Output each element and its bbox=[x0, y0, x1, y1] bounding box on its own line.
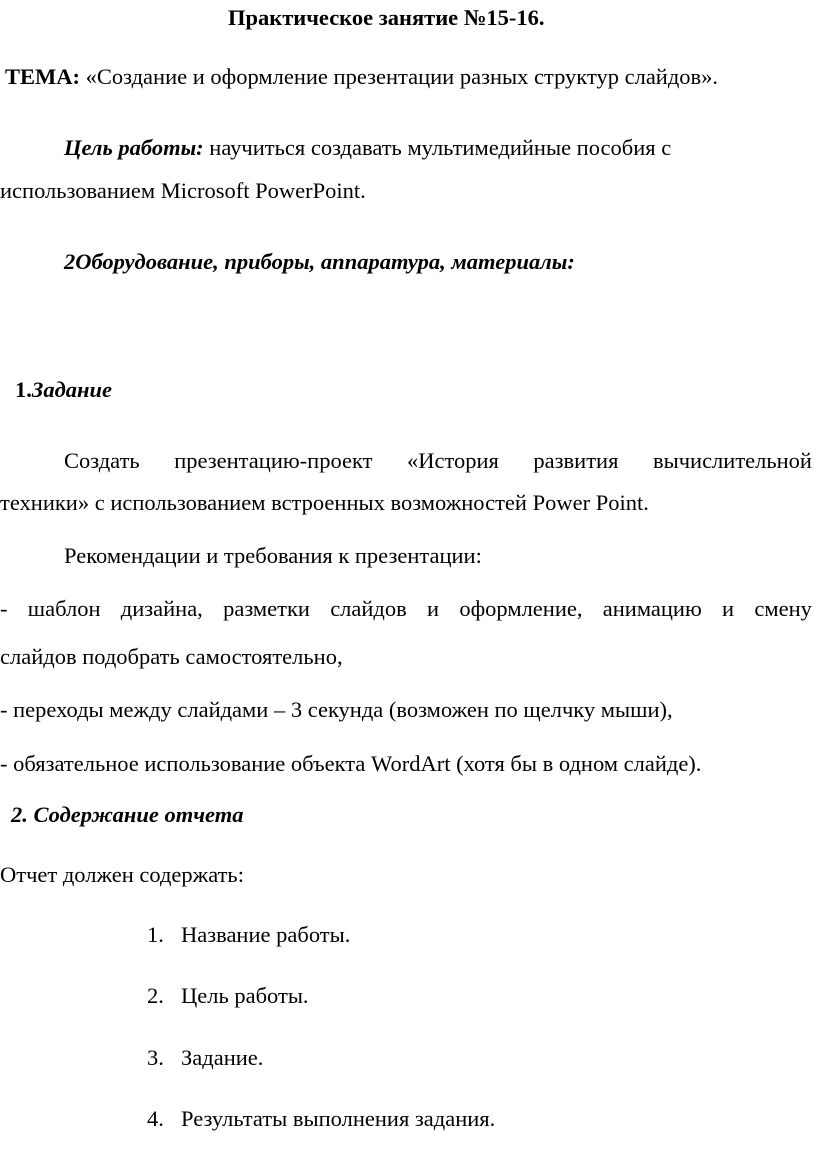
list-item-number: 1. bbox=[147, 922, 164, 947]
rec-word: слайдов bbox=[330, 596, 407, 621]
goal-label: Цель работы: bbox=[64, 135, 204, 160]
task-word: презентацию-проект bbox=[174, 448, 373, 473]
recommendations-heading: Рекомендации и требования к презентации: bbox=[64, 543, 482, 568]
task-word: вычислительной bbox=[652, 448, 812, 473]
rec-word: и bbox=[722, 596, 735, 621]
rec-word: смену bbox=[754, 596, 812, 621]
rec-word: - bbox=[0, 596, 8, 621]
list-item-number: 4. bbox=[147, 1106, 164, 1131]
list-item-text: Задание. bbox=[181, 1045, 264, 1070]
goal-line-1 bbox=[64, 133, 671, 163]
report-intro: Отчет должен содержать: bbox=[0, 862, 244, 887]
list-item-number: 2. bbox=[147, 983, 164, 1008]
topic-text: «Создание и оформление презентации разных структур слайдов». bbox=[80, 64, 719, 89]
task-word: развития bbox=[533, 448, 619, 473]
rec-word: оформление, bbox=[459, 596, 583, 621]
recommendation-item-2: - переходы между слайдами – 3 секунда (возможен по щелчку мыши), bbox=[0, 697, 673, 722]
rec-word: разметки bbox=[223, 596, 310, 621]
task-word: Создать bbox=[64, 448, 140, 473]
rec-word: шаблон bbox=[27, 596, 101, 621]
list-item-number: 3. bbox=[147, 1045, 164, 1070]
task-word: «История bbox=[406, 448, 499, 473]
goal-text-2: использованием Microsoft PowerPoint. bbox=[0, 178, 366, 203]
task-heading-number: 1. bbox=[15, 377, 32, 402]
task-heading bbox=[15, 375, 112, 405]
rec-word: дизайна, bbox=[120, 596, 203, 621]
rec-word: анимацию bbox=[602, 596, 702, 621]
task-paragraph-line-2: техники» с использованием встроенных возможностей Power Point. bbox=[0, 490, 649, 515]
topic-line bbox=[5, 62, 718, 92]
recommendation-item-3: - обязательное использование объекта WordArt (хотя бы в одном слайде). bbox=[0, 751, 702, 776]
task-paragraph-line-1 bbox=[64, 446, 812, 476]
goal-text-1: научиться создавать мультимедийные пособия с bbox=[203, 135, 672, 160]
recommendation-item-1-line-2: слайдов подобрать самостоятельно, bbox=[0, 644, 343, 669]
rec-word: и bbox=[427, 596, 440, 621]
list-item-text: Название работы. bbox=[181, 922, 351, 947]
report-heading: 2. Содержание отчета bbox=[11, 802, 244, 827]
recommendation-item-1-line-1 bbox=[0, 594, 812, 624]
list-item-text: Цель работы. bbox=[181, 983, 309, 1008]
equipment-heading: 2Оборудование, приборы, аппаратура, материалы: bbox=[64, 249, 575, 274]
topic-label: ТЕМА: bbox=[5, 64, 80, 89]
list-item-text: Результаты выполнения задания. bbox=[181, 1106, 496, 1131]
document-title: Практическое занятие №15-16. bbox=[228, 5, 545, 30]
task-heading-label: Задание bbox=[31, 377, 112, 402]
